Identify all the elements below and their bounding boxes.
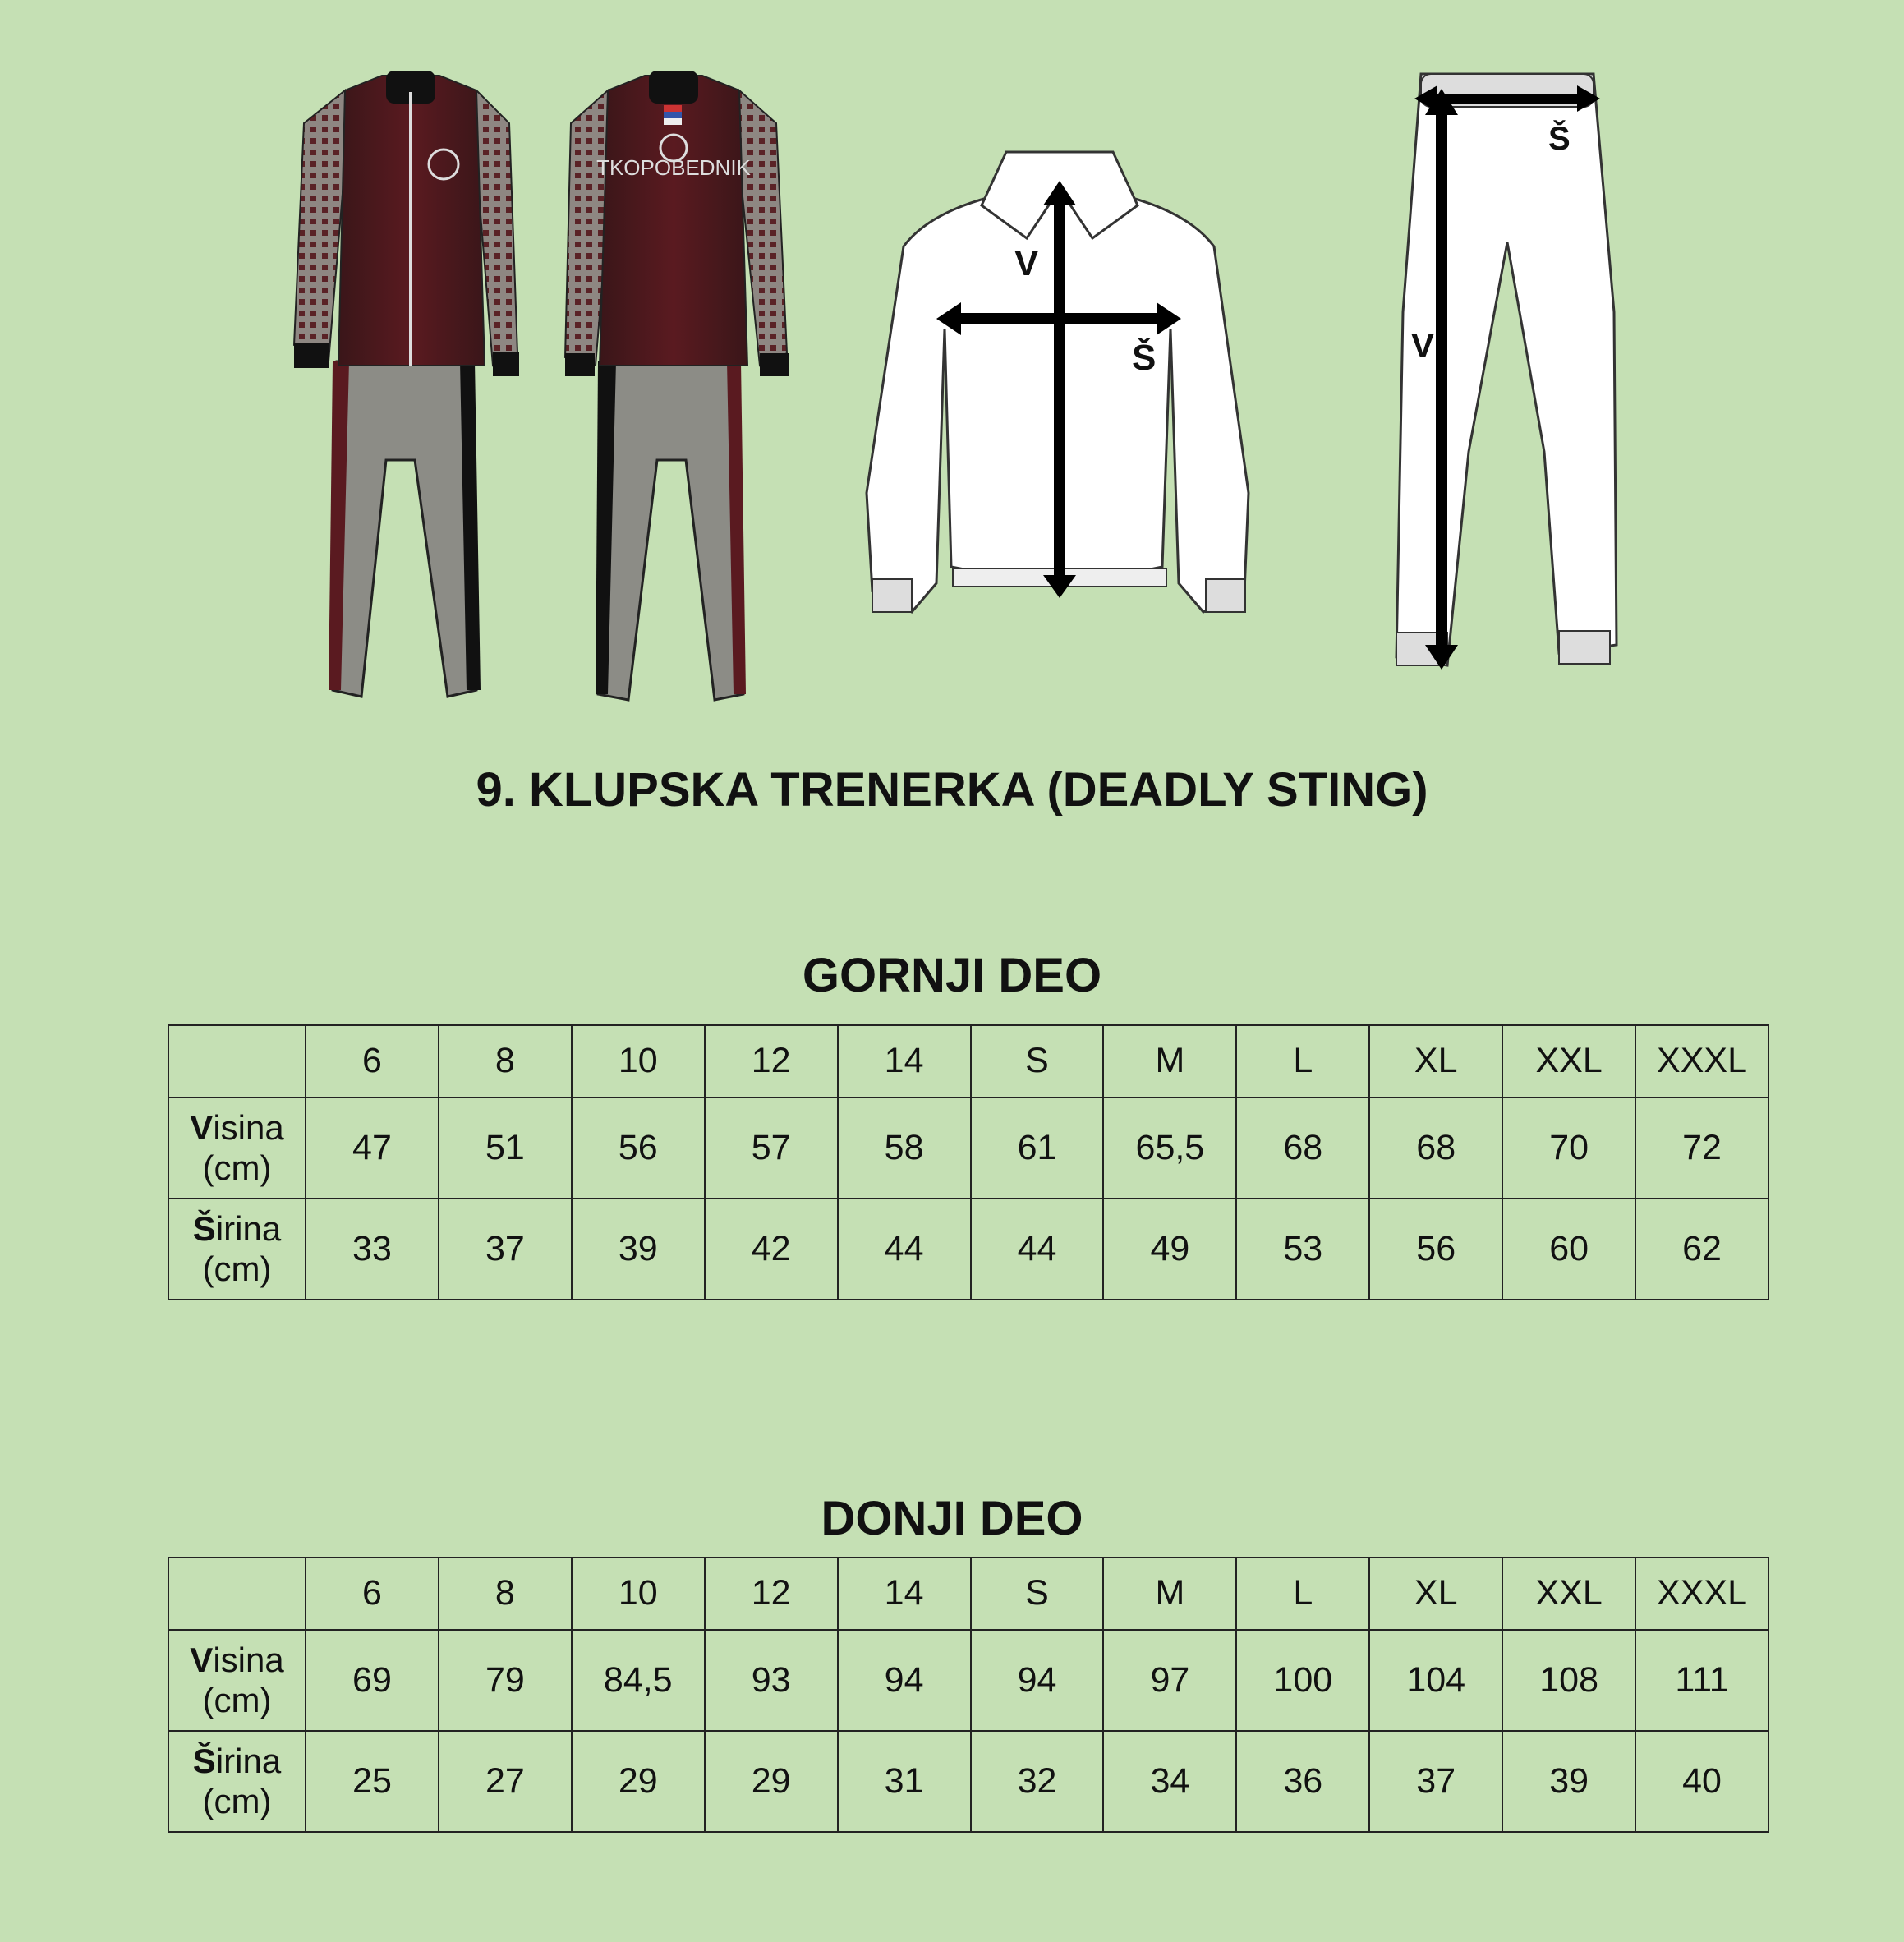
value-cell: 33 <box>306 1199 439 1300</box>
value-cell: 29 <box>572 1731 705 1832</box>
row-label-unit: (cm) <box>202 1249 272 1288</box>
product-illustrations <box>0 0 1904 723</box>
size-header: L <box>1236 1025 1369 1098</box>
value-cell: 42 <box>705 1199 838 1300</box>
value-cell: 65,5 <box>1103 1098 1236 1199</box>
row-label-unit: (cm) <box>202 1680 272 1719</box>
table-header-row <box>168 1025 1768 1098</box>
table-corner-cell <box>168 1025 306 1098</box>
value-cell: 44 <box>971 1199 1104 1300</box>
table-row <box>168 1098 1768 1199</box>
value-cell: 62 <box>1635 1199 1768 1300</box>
value-cell: 47 <box>306 1098 439 1199</box>
value-cell: 37 <box>439 1199 572 1300</box>
size-header: 12 <box>705 1025 838 1098</box>
table-row <box>168 1199 1768 1300</box>
value-cell: 108 <box>1502 1630 1635 1731</box>
value-cell: 79 <box>439 1630 572 1731</box>
value-cell: 56 <box>572 1098 705 1199</box>
size-header: 10 <box>572 1558 705 1630</box>
value-cell: 25 <box>306 1731 439 1832</box>
value-cell: 69 <box>306 1630 439 1731</box>
pants-height-label: V <box>1411 326 1435 365</box>
value-cell: 56 <box>1369 1199 1502 1300</box>
size-header: 8 <box>439 1025 572 1098</box>
value-cell: 111 <box>1635 1630 1768 1731</box>
value-cell: 40 <box>1635 1731 1768 1832</box>
size-header: 6 <box>306 1558 439 1630</box>
size-header: L <box>1236 1558 1369 1630</box>
value-cell: 34 <box>1103 1731 1236 1832</box>
value-cell: 60 <box>1502 1199 1635 1300</box>
value-cell: 36 <box>1236 1731 1369 1832</box>
row-label-initial: Š <box>192 1209 216 1249</box>
size-header: 14 <box>838 1558 971 1630</box>
value-cell: 32 <box>971 1731 1104 1832</box>
top-size-table <box>168 1024 1769 1300</box>
size-header: 6 <box>306 1025 439 1098</box>
size-header: 12 <box>705 1558 838 1630</box>
value-cell: 39 <box>1502 1731 1635 1832</box>
pants-measure-diagram <box>1396 74 1617 670</box>
row-label-initial: V <box>190 1108 214 1148</box>
value-cell: 37 <box>1369 1731 1502 1832</box>
value-cell: 49 <box>1103 1199 1236 1300</box>
value-cell: 53 <box>1236 1199 1369 1300</box>
value-cell: 100 <box>1236 1630 1369 1731</box>
value-cell: 68 <box>1236 1098 1369 1199</box>
value-cell: 104 <box>1369 1630 1502 1731</box>
value-cell: 39 <box>572 1199 705 1300</box>
tracksuit-back-image <box>565 71 789 700</box>
top-section-heading: GORNJI DEO <box>802 949 1102 1002</box>
table-row <box>168 1630 1768 1731</box>
jacket-measure-diagram <box>867 152 1249 612</box>
row-label-unit: (cm) <box>202 1148 272 1187</box>
size-header: 10 <box>572 1025 705 1098</box>
size-header: 8 <box>439 1558 572 1630</box>
tracksuit-front-image <box>294 71 519 697</box>
jacket-width-label: Š <box>1132 338 1157 378</box>
size-header: XL <box>1369 1025 1502 1098</box>
value-cell: 70 <box>1502 1098 1635 1199</box>
bottom-section-heading: DONJI DEO <box>821 1492 1083 1545</box>
row-label-rest: isina <box>213 1641 284 1680</box>
table-row <box>168 1731 1768 1832</box>
table-header-row <box>168 1558 1768 1630</box>
row-label-rest: isina <box>213 1108 284 1148</box>
size-header: XXXL <box>1635 1558 1768 1630</box>
row-label-initial: Š <box>192 1742 216 1781</box>
value-cell: 31 <box>838 1731 971 1832</box>
value-cell: 27 <box>439 1731 572 1832</box>
value-cell: 94 <box>971 1630 1104 1731</box>
row-label <box>168 1199 306 1300</box>
size-header: XL <box>1369 1558 1502 1630</box>
size-header: M <box>1103 1025 1236 1098</box>
size-header: M <box>1103 1558 1236 1630</box>
size-header: XXXL <box>1635 1025 1768 1098</box>
brand-text: TKOPOBEDNIK <box>596 155 751 180</box>
value-cell: 51 <box>439 1098 572 1199</box>
value-cell: 93 <box>705 1630 838 1731</box>
row-label <box>168 1098 306 1199</box>
size-header: S <box>971 1558 1104 1630</box>
value-cell: 61 <box>971 1098 1104 1199</box>
value-cell: 94 <box>838 1630 971 1731</box>
row-label-initial: V <box>190 1641 214 1680</box>
jacket-height-label: V <box>1014 243 1039 283</box>
value-cell: 57 <box>705 1098 838 1199</box>
row-label-rest: irina <box>215 1209 282 1249</box>
size-header: 14 <box>838 1025 971 1098</box>
value-cell: 97 <box>1103 1630 1236 1731</box>
bottom-size-table <box>168 1557 1769 1833</box>
row-label-unit: (cm) <box>202 1781 272 1820</box>
size-header: S <box>971 1025 1104 1098</box>
value-cell: 72 <box>1635 1098 1768 1199</box>
value-cell: 44 <box>838 1199 971 1300</box>
row-label-rest: irina <box>215 1742 282 1781</box>
row-label <box>168 1731 306 1832</box>
value-cell: 68 <box>1369 1098 1502 1199</box>
value-cell: 29 <box>705 1731 838 1832</box>
size-header: XXL <box>1502 1025 1635 1098</box>
size-header: XXL <box>1502 1558 1635 1630</box>
row-label <box>168 1630 306 1731</box>
pants-width-label: Š <box>1548 121 1571 157</box>
value-cell: 58 <box>838 1098 971 1199</box>
value-cell: 84,5 <box>572 1630 705 1731</box>
page-title: 9. KLUPSKA TRENERKA (DEADLY STING) <box>476 763 1428 817</box>
table-corner-cell <box>168 1558 306 1630</box>
